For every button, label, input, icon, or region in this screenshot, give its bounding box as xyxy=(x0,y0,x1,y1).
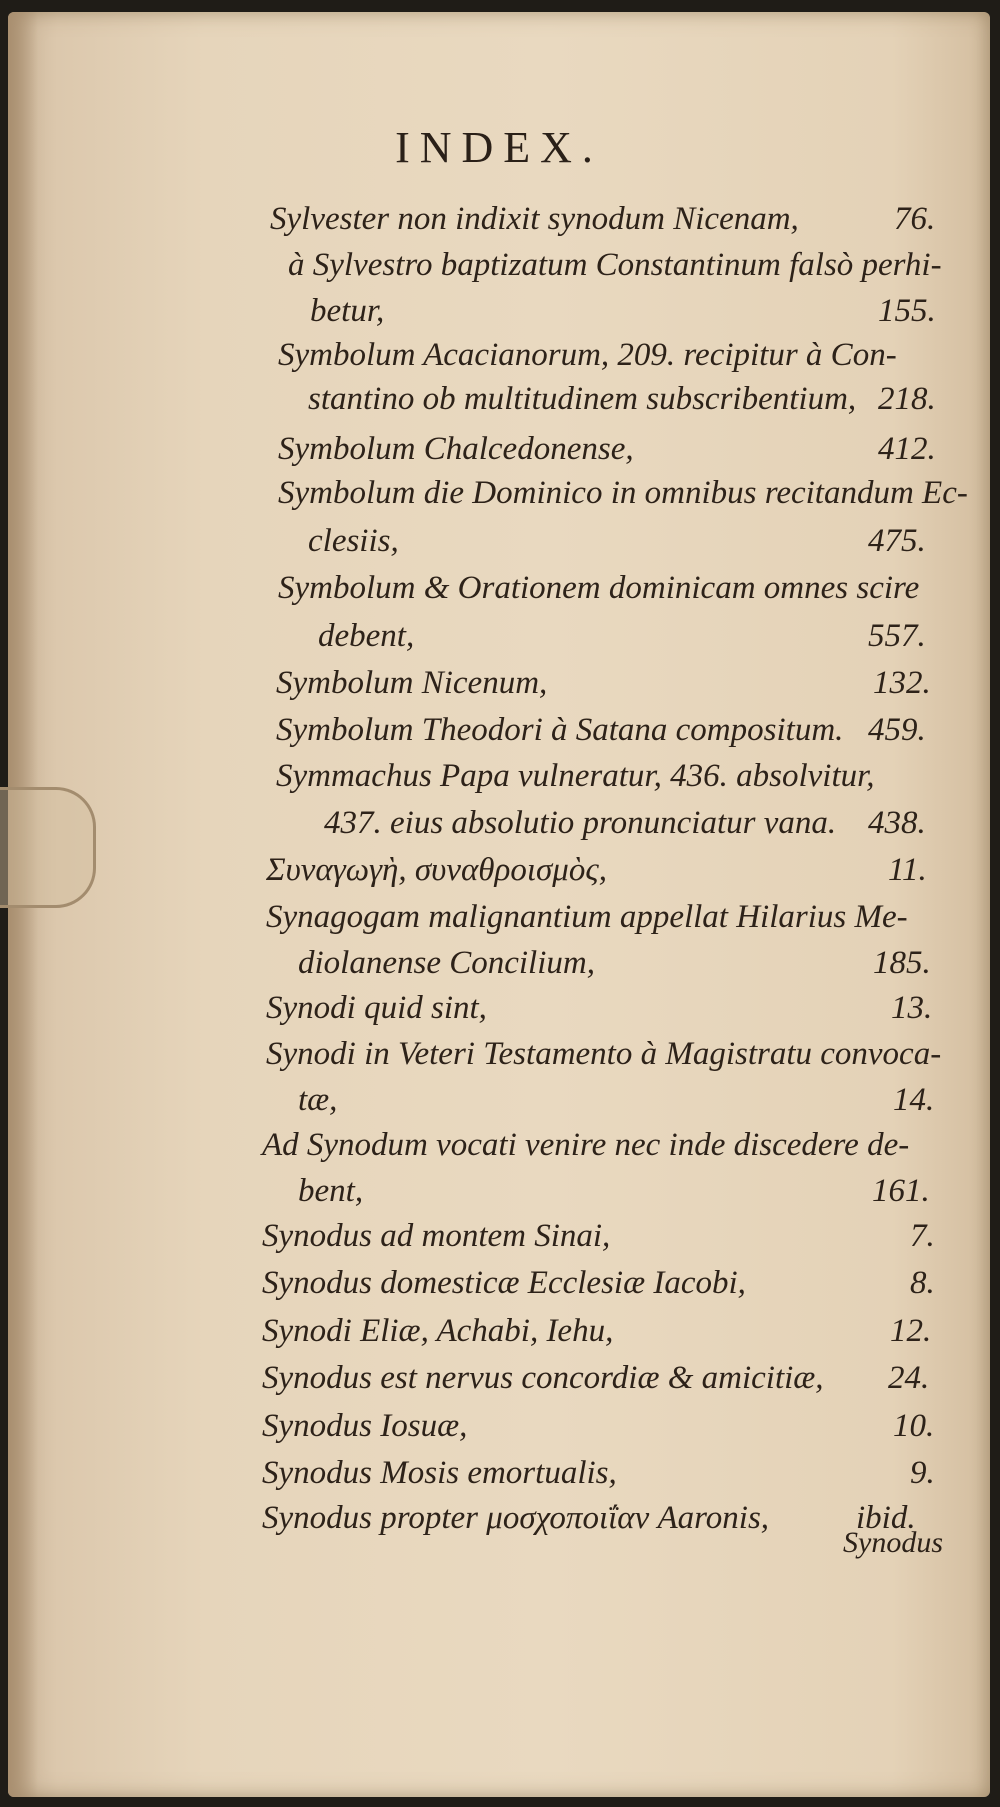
page-reference: 8. xyxy=(910,1265,935,1301)
index-entry-text: Symbolum die Dominico in omnibus recitandum Ec- xyxy=(278,475,968,511)
index-entry-text: Συναγωγὴ, συναθροισμὸς, xyxy=(266,852,607,888)
page-reference: 10. xyxy=(893,1408,935,1444)
index-line xyxy=(298,1170,948,1212)
page-reference: 24. xyxy=(888,1360,930,1396)
index-entry-text: diolanense Concilium, xyxy=(298,945,595,981)
page-reference: 438. xyxy=(868,805,926,841)
index-line xyxy=(278,428,948,470)
index-entry-text: Synodus Mosis emortualis, xyxy=(262,1455,617,1491)
index-line xyxy=(298,1079,948,1121)
index-line xyxy=(270,198,948,240)
index-entry-text: Symmachus Papa vulneratur, 436. absolvitur, xyxy=(276,758,875,794)
index-line xyxy=(262,1405,948,1447)
page-reference: 11. xyxy=(888,852,927,888)
page-reference: 475. xyxy=(868,523,926,559)
page-reference: 155. xyxy=(878,293,936,329)
page-reference: 13. xyxy=(891,990,933,1026)
index-line xyxy=(278,567,948,609)
page-reference: 218. xyxy=(878,381,936,417)
page-reference: 76. xyxy=(894,201,936,237)
index-entry-text: betur, xyxy=(310,293,385,329)
page-reference: 412. xyxy=(878,431,936,467)
page-reference: 9. xyxy=(910,1455,935,1491)
index-entry-text: Synodi quid sint, xyxy=(266,990,487,1026)
page-reference: 12. xyxy=(890,1313,932,1349)
index-line xyxy=(308,520,948,562)
index-line xyxy=(266,849,948,891)
index-entry-text: Symbolum Acacianorum, 209. recipitur à Con- xyxy=(278,337,897,373)
index-entry-text: debent, xyxy=(318,618,415,654)
index-line xyxy=(298,942,948,984)
index-line xyxy=(278,472,968,514)
index-line xyxy=(310,290,948,332)
index-entry-text: 437. eius absolutio pronunciatur vana. xyxy=(324,805,837,841)
index-entry-text: tæ, xyxy=(298,1082,338,1118)
page-reference: 14. xyxy=(893,1082,935,1118)
index-entry-text: Synodus domesticæ Ecclesiæ Iacobi, xyxy=(262,1265,746,1301)
index-entry-text: Synodi Eliæ, Achabi, Iehu, xyxy=(262,1313,614,1349)
page-reference: 557. xyxy=(868,618,926,654)
book-page xyxy=(8,12,990,1797)
index-line xyxy=(262,1357,948,1399)
index-line xyxy=(262,1262,948,1304)
index-entry-text: Synodi in Veteri Testamento à Magistratu convoca- xyxy=(266,1036,942,1072)
index-entry-text: stantino ob multitudinem subscribentium, xyxy=(308,381,857,417)
index-entry-text: clesiis, xyxy=(308,523,399,559)
page-reference: 132. xyxy=(873,665,931,701)
index-entry-text: Synagogam malignantium appellat Hilarius Me- xyxy=(266,899,908,935)
index-entry-text: Symbolum Chalcedonense, xyxy=(278,431,634,467)
index-entry-text: Sylvester non indixit synodum Nicenam, xyxy=(270,201,799,237)
index-line xyxy=(262,1310,948,1352)
index-entry-text: Synodus est nervus concordiæ & amicitiæ, xyxy=(262,1360,824,1396)
page-reference: 185. xyxy=(873,945,931,981)
page-reference: 7. xyxy=(910,1218,935,1254)
index-entry-text: Synodus Iosuæ, xyxy=(262,1408,468,1444)
index-line xyxy=(324,802,948,844)
index-entry-text: Symbolum Theodori à Satana compositum. xyxy=(276,712,844,748)
index-line xyxy=(276,709,948,751)
index-line xyxy=(262,1452,948,1494)
index-line xyxy=(262,1215,948,1257)
index-entry-text: à Sylvestro baptizatum Constantinum falsò perhi- xyxy=(288,247,942,283)
index-entry-text: Symbolum & Orationem dominicam omnes scire xyxy=(278,570,920,606)
page-reference: ibid. xyxy=(856,1500,916,1536)
index-line xyxy=(308,378,948,420)
index-entry-text: Symbolum Nicenum, xyxy=(276,665,548,701)
index-entry-text: Synodus propter μοσχοποιΐαν Aaronis, xyxy=(262,1500,770,1536)
page-reference: 459. xyxy=(868,712,926,748)
index-line xyxy=(318,615,948,657)
index-line xyxy=(288,244,948,286)
index-line xyxy=(278,334,948,376)
index-entry-text: Synodus ad montem Sinai, xyxy=(262,1218,611,1254)
index-entry-text: bent, xyxy=(298,1173,364,1209)
page-heading: INDEX. xyxy=(395,123,603,172)
index-line xyxy=(276,755,948,797)
index-line xyxy=(266,896,948,938)
catchword: Synodus xyxy=(843,1526,943,1559)
index-entry-text: Ad Synodum vocati venire nec inde discedere de- xyxy=(262,1127,910,1163)
page-reference: 161. xyxy=(872,1173,930,1209)
index-line xyxy=(262,1124,948,1166)
index-line xyxy=(266,1033,948,1075)
index-line xyxy=(276,662,948,704)
index-line xyxy=(266,987,948,1029)
